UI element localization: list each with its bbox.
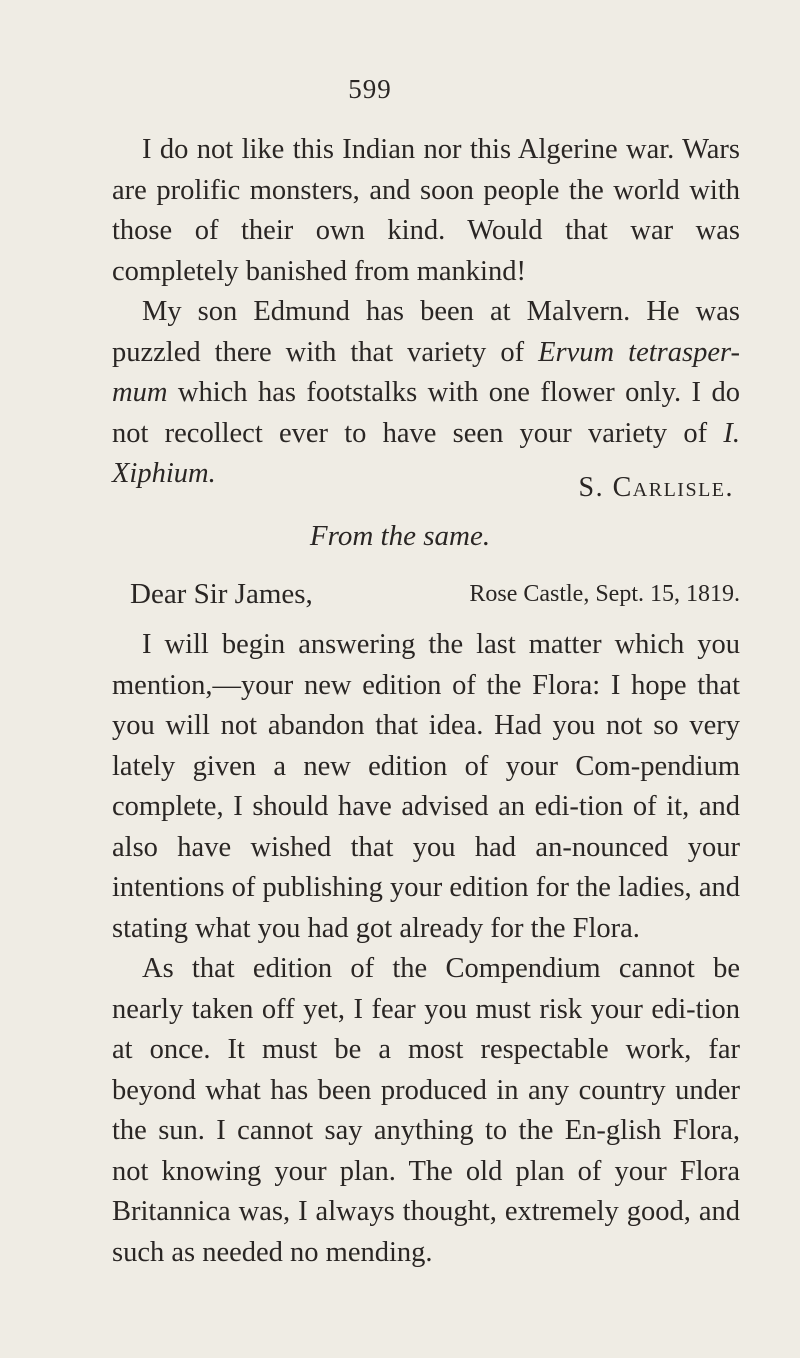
salutation-row <box>130 578 740 622</box>
paragraph-text: My son Edmund has been at Malvern. He was puzzled there with that variety of <box>112 296 740 368</box>
letter-1-body <box>112 130 740 495</box>
species-name: Ervum tetrasper-mum <box>112 336 740 408</box>
letter-2-body <box>112 625 740 1273</box>
salutation: Dear Sir James, <box>130 578 313 610</box>
letter-1-paragraph-2 <box>112 292 740 495</box>
signature: S. Carlisle. <box>578 472 734 503</box>
letter-2-paragraph-2: As that edition of the Compendium cannot be nearly taken off yet, I fear you must risk your edi-tion at once. It must be a most respectable work, far beyond what has been produced in any country under the sun. I cannot say anything to the En-glish Flora, not knowing your plan. The old plan of your Flora Britannica was, I always thought, extremely good, and such as needed no mending. <box>112 953 740 1268</box>
paragraph-text: which has footstalks with one flower only. I do not recollect ever to have seen your variety of <box>112 377 740 449</box>
species-name: I. Xiphium. <box>112 417 740 489</box>
letter-2-paragraph-1: I will begin answering the last matter which you mention,—your new edition of the Flora: I hope that you will not abandon that idea. Had you not so very lately given a new edition of your Com-pendium complete, I should have advised an edi-tion of it, and also have wished that you had an-nounced your intentions of publishing your edition for the ladies, and stating what you had got already for the Flora. <box>112 629 740 944</box>
letter-heading: From the same. <box>309 520 491 552</box>
letter-1-paragraph-1: I do not like this Indian nor this Algerine war. Wars are prolific monsters, and soon people the world with those of their own kind. Would that war was completely banished from mankind! <box>112 134 740 287</box>
dateline: Rose Castle, Sept. 15, 1819. <box>469 581 740 607</box>
page-number: 599 <box>348 74 392 104</box>
